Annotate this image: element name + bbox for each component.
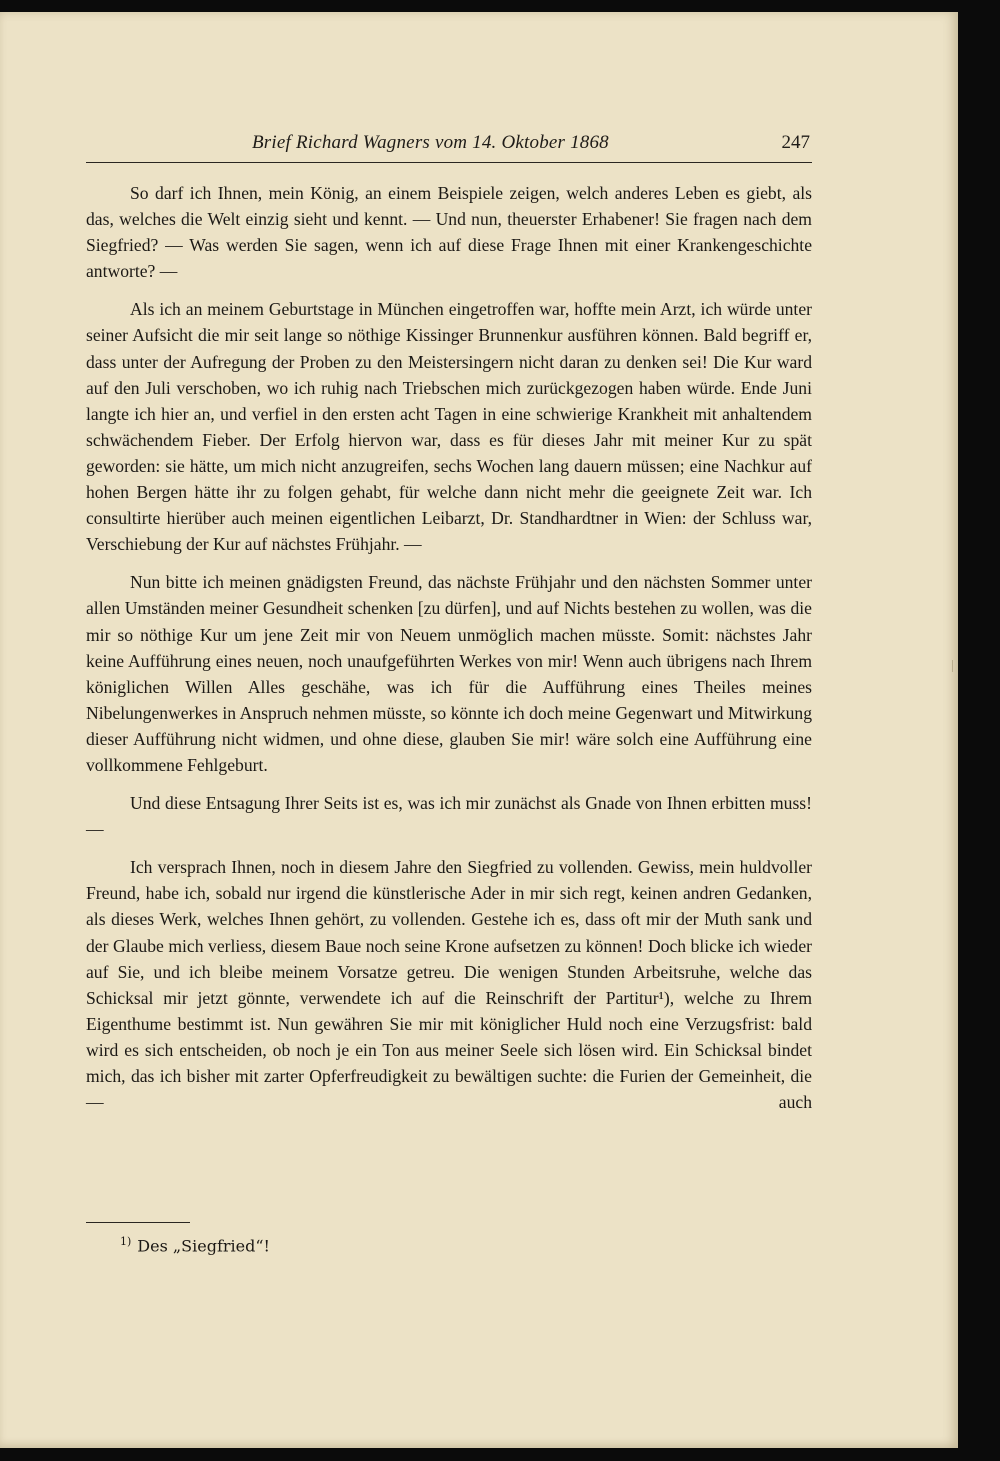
paragraph: Als ich an meinem Geburtstage in München eingetroffen war, hoffte mein Arzt, ich würde unter seiner Aufsicht die mir seit lange so nöthige Kissinger Brunnenkur ausführen können. Bald begriff er, dass unter der Aufregung der Proben zu den Meistersingern nicht daran zu denken sei! Die Kur ward auf den Juli verschoben, wo ich ruhig nach Triebschen mich zurückgezogen haben würde. Ende Juni langte ich hier an, und verfiel in den ersten acht Tagen in eine schwierige Krankheit mit anhaltendem schwächendem Fieber. Der Erfolg hiervon war, dass es für dieses Jahr mit meiner Kur zu spät geworden: sie hätte, um mich nicht anzugreifen, sechs Wochen lang dauern müssen; eine Nachkur auf hohen Bergen hätte ihr zu folgen gehabt, für welche dann nicht mehr die geeignete Zeit war. Ich consultirte hierüber auch meinen eigentlichen Leibarzt, Dr. Standhardtner in Wien: der Schluss war, Verschiebung der Kur auf nächstes Frühjahr. — [86,299,812,555]
paragraph: Nun bitte ich meinen gnädigsten Freund, das nächste Frühjahr und den nächsten Sommer unter allen Umständen meiner Gesundheit schenken [zu dürfen], und auf Nichts bestehen zu wollen, was die mir so nöthige Kur um jene Zeit mir von Neuem unmöglich machen müsste. Somit: nächstes Jahr keine Aufführung eines neuen, noch unaufgeführten Werkes von mir! Wenn auch übrigens nach Ihrem königlichen Willen Alles geschähe, was ich für die Aufführung eines Theiles meines Nibelungenwerkes in Anspruch nehmen müsste, so könnte ich doch meine Gegenwart und Mitwirkung dieser Aufführung nicht widmen, und ohne diese, glauben Sie mir! wäre solch eine Aufführung eine vollkommene Fehlgeburt. [86,572,812,775]
page-number: 247 [781,132,810,153]
page-header [86,132,812,163]
letter-body [86,180,812,1127]
paragraph: So darf ich Ihnen, mein König, an einem Beispiele zeigen, welch anderes Leben es giebt, als das, welches die Welt einzig sieht und kennt. — Und nun, theuerster Erhabener! Sie fragen nach dem Siegfried? — Was werden Sie sagen, wenn ich auf diese Frage Ihnen mit einer Krankengeschichte antworte? — [86,183,812,282]
paragraph: Und diese Entsagung Ihrer Seits ist es, was ich mir zunächst als Gnade von Ihnen erbitten muss! — [86,793,812,840]
footnote-rule [86,1222,190,1223]
footnote-mark: 1) [120,1235,132,1248]
margin-mark [952,660,953,672]
footnote-text: Des „Siegfried“! [137,1236,270,1256]
paragraph: Ich versprach Ihnen, noch in diesem Jahre den Siegfried zu vollenden. Gewiss, mein huldvoller Freund, habe ich, sobald nur irgend die künstlerische Ader in mir sich regt, keinen andren Gedanken, als dieses Werk, welches Ihnen gehört, zu vollenden. Gestehe ich es, dass oft mir der Muth sank und der Glaube mich verliess, diesem Baue noch seine Krone aufsetzen zu können! Doch blicke ich wieder auf Sie, und ich bleibe meinem Vorsatze getreu. Die wenigen Stunden Arbeitsruhe, welche das Schicksal mir jetzt gönnte, verwendete ich auf die Reinschrift der Partitur¹), welche zu Ihrem Eigenthume bestimmt ist. Nun gewähren Sie mir mit königlicher Huld noch eine Verzugsfrist: bald wird es sich entscheiden, ob noch je ein Ton aus meiner Seele sich lösen wird. Ein Schicksal bindet mich, das ich bisher mit zarter Opferfreudigkeit zu bewältigen suchte: die Furien der Gemeinheit, die — auch [86,857,812,1113]
footnote [120,1235,270,1255]
running-title: Brief Richard Wagners vom 14. Oktober 1868 [252,132,609,153]
